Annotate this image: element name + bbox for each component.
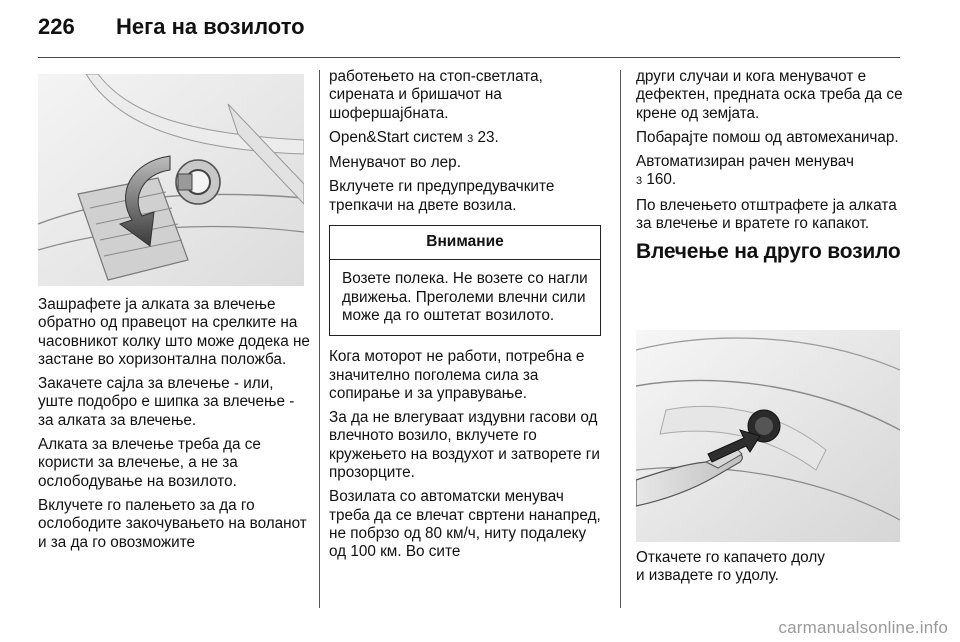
column-middle xyxy=(329,68,605,568)
reference-text: Автоматизиран рачен менувач xyxy=(636,153,854,171)
column-right xyxy=(636,68,908,262)
paragraph: Кога моторот не работи, потребна е значително поголема сила за сопирање и за управување. xyxy=(329,348,585,402)
page-reference-icon: 3 xyxy=(636,175,643,188)
paragraph: Закачете сајла за влечење - или, уште подобро е шипка за влечење - за алката за влечење. xyxy=(38,375,295,429)
reference-page-link[interactable]: 23. xyxy=(477,128,499,146)
warning-text: Возете полека. Не возете со нагли движења. Преголеми влечни сили може да го оштетат возилото. xyxy=(342,270,588,324)
paragraph-line: Откачете го капачето долу xyxy=(636,549,825,566)
paragraph: Вклучете ги предупредувачките трепкачи на двете возила. xyxy=(329,178,555,214)
section-heading: Влечење на друго возило xyxy=(636,240,901,264)
paragraph: работењето на стоп-светлата, сирената и бришачот на шофершајбната. xyxy=(329,68,543,122)
paragraph-line: и извадете го удолу. xyxy=(636,567,779,585)
reference-text: Open&Start систем xyxy=(329,128,468,146)
paragraph: Зашрафете ја алката за влечење обратно од правецот на срелките на часовникот колку што може додека не застане во хоризонтална положба. xyxy=(38,296,310,368)
paragraph-with-reference xyxy=(636,153,908,191)
paragraph: Вклучете го палењето за да го ослободите закочувањето на воланот и за да го овозможите xyxy=(38,496,307,551)
paragraph: По влечењето отштрафете ја алката за влечење и вратете го капакот. xyxy=(636,196,897,233)
header-rule xyxy=(38,57,900,58)
paragraph: Менувачот во лер. xyxy=(329,154,461,172)
remove-cap-illustration xyxy=(636,330,900,542)
page-number: 226 xyxy=(38,14,75,39)
paragraph: други случаи и кога менувачот е дефектен, предната оска треба да се крене од земјата. xyxy=(636,68,903,122)
paragraph: За да не влегуваат издувни гасови од влечното возило, вклучете го кружењето на воздухот и затворете ги прозорците. xyxy=(329,409,600,482)
warning-title: Внимание xyxy=(330,226,600,260)
page-header xyxy=(38,14,918,48)
column-left xyxy=(38,296,310,558)
paragraph: Побарајте помош од автомеханичар. xyxy=(636,128,899,146)
paragraph: Возилата со автоматски менувач треба да се влечат свртени нанапред, не побрзо од 80 км/ч, ниту подалеку од 100 км. Во сите xyxy=(329,488,601,561)
warning-box xyxy=(329,225,601,336)
paragraph: Алката за влечење треба да се користи за влечење, а не за ослободување на возилото. xyxy=(38,436,261,490)
watermark-text: carmanualsonline.info xyxy=(778,618,948,637)
page-reference-icon: 3 xyxy=(467,132,474,145)
warning-body xyxy=(330,260,600,335)
column-divider-left xyxy=(319,70,320,608)
chapter-title: Нега на возилото xyxy=(116,14,305,39)
tow-eye-illustration xyxy=(38,74,304,286)
column-divider-right xyxy=(620,70,621,608)
reference-page-link[interactable]: 160. xyxy=(646,171,677,189)
paragraph-with-reference xyxy=(329,129,605,148)
column-right-bottom xyxy=(636,549,908,592)
